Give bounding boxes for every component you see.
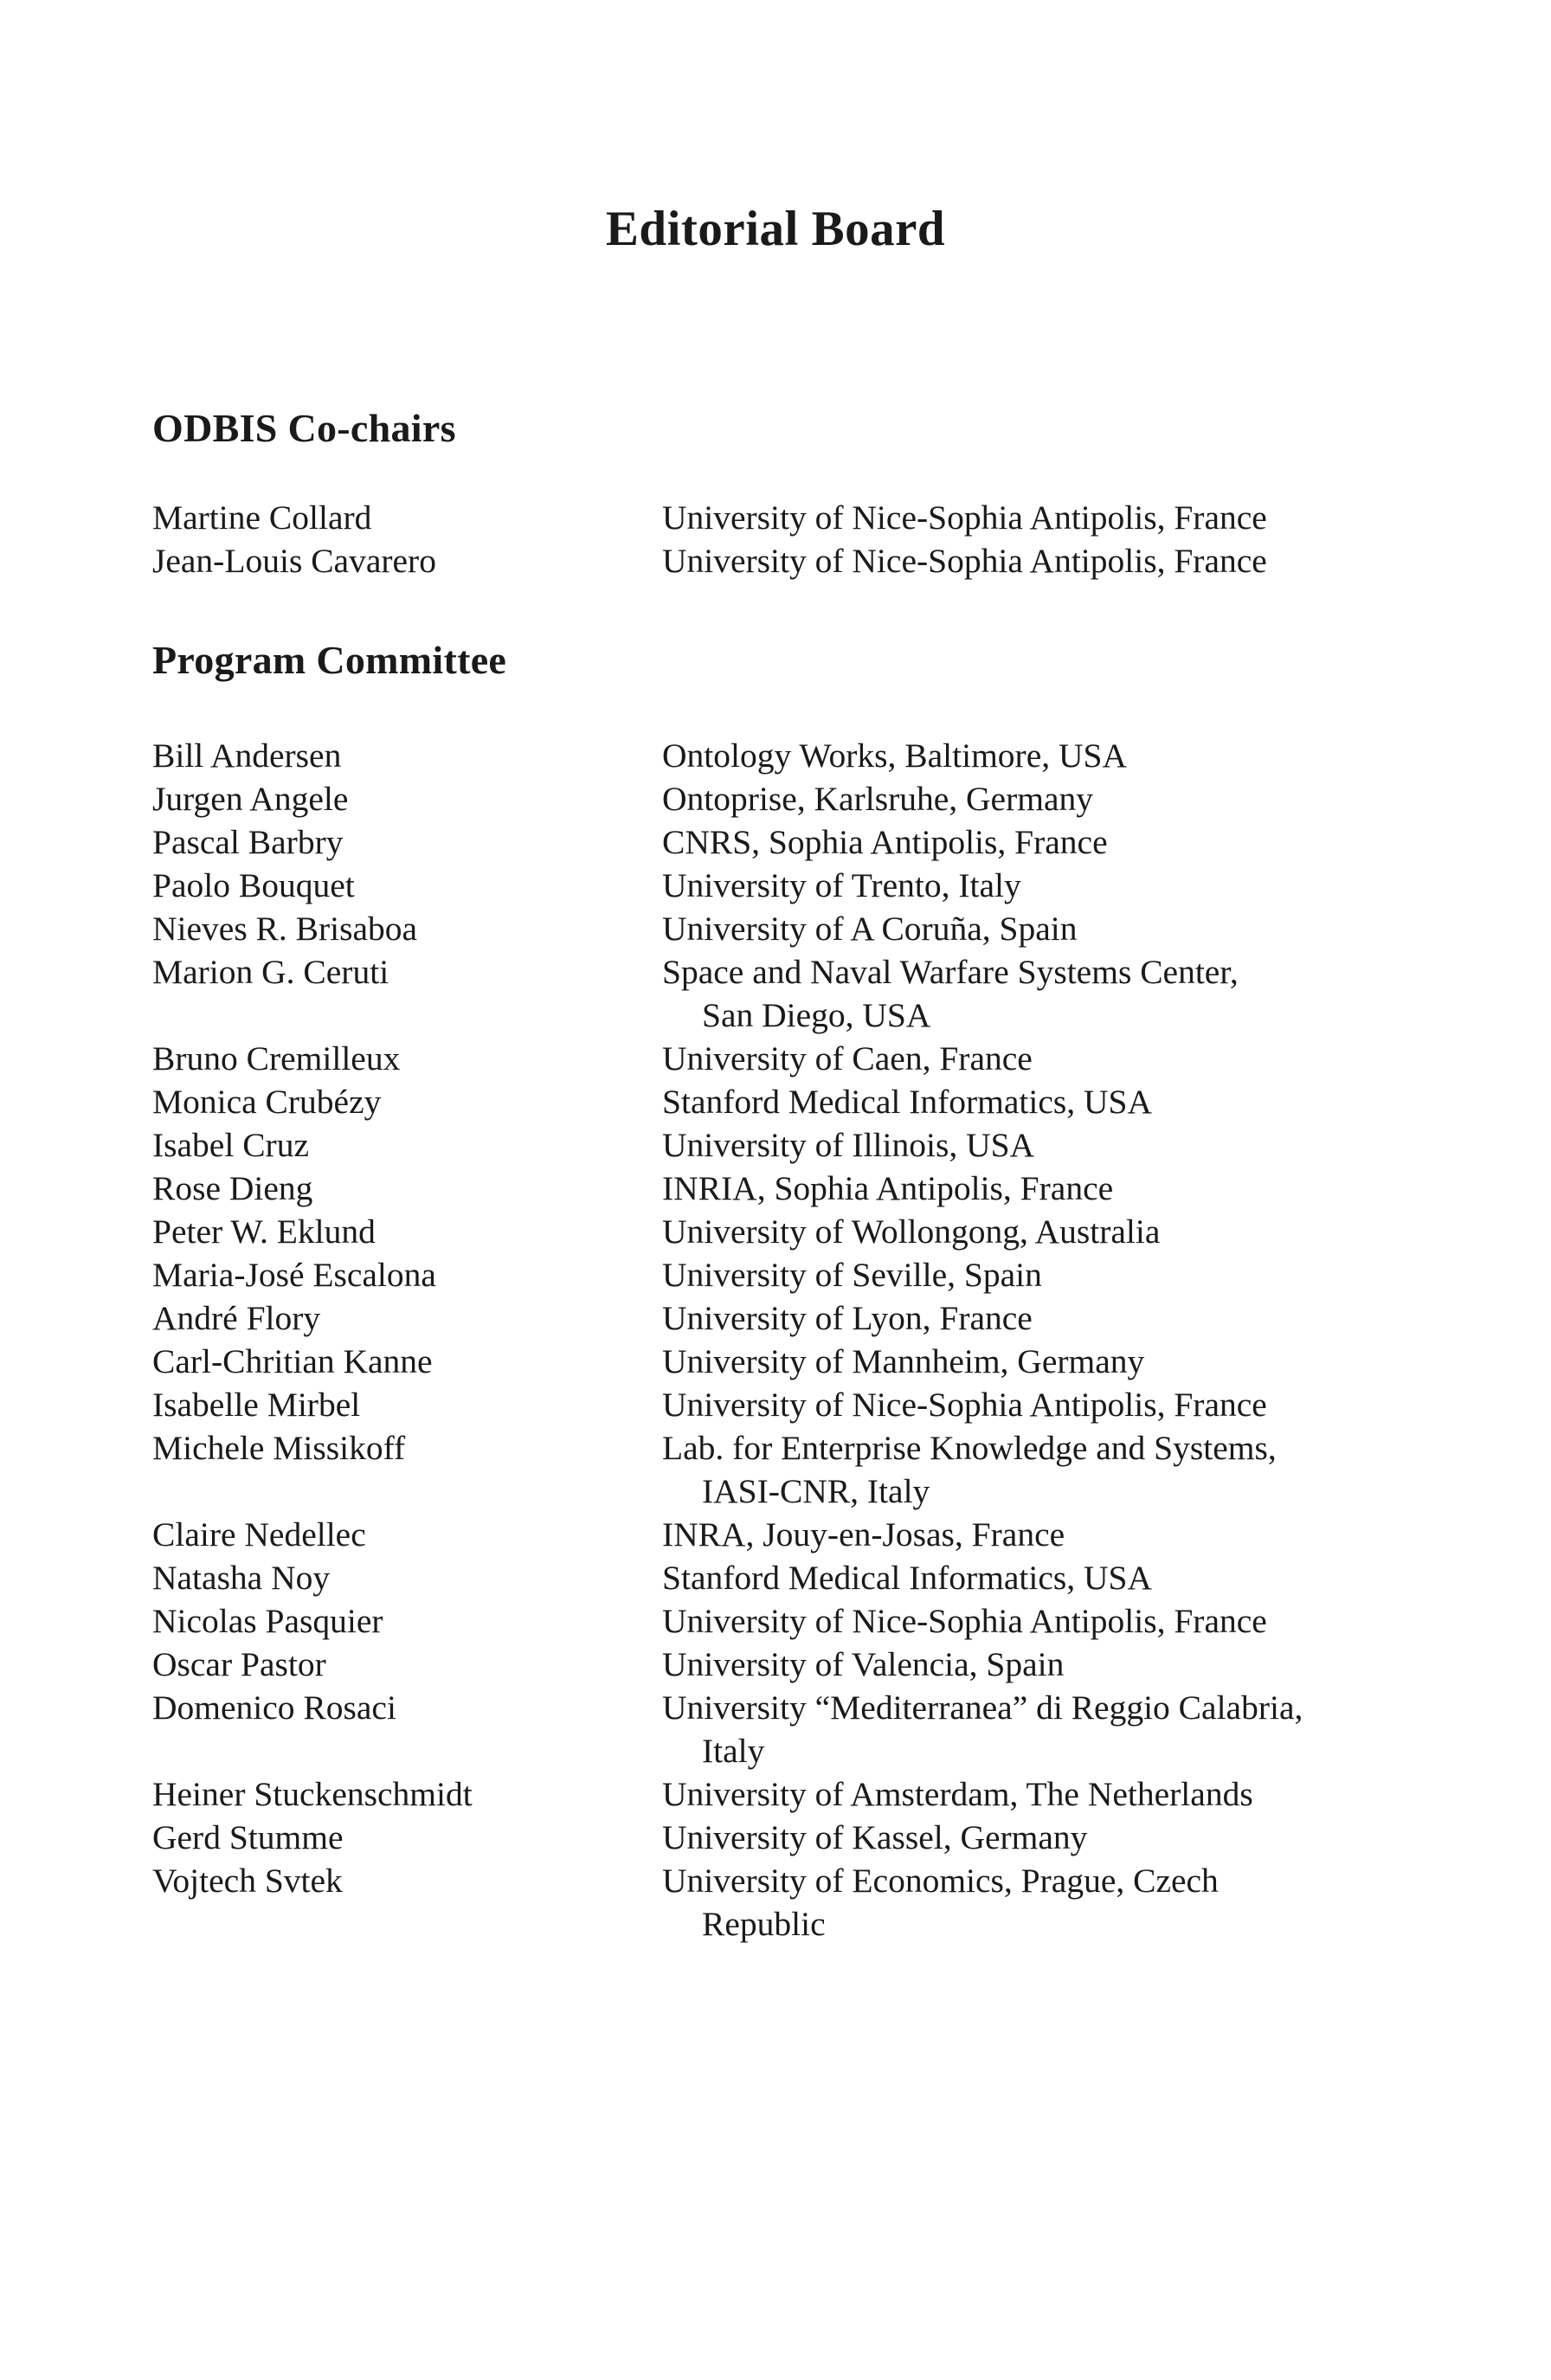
member-name: Isabelle Mirbel <box>152 1386 361 1424</box>
member-name: Heiner Stuckenschmidt <box>152 1775 473 1813</box>
member-affiliation <box>662 1599 1416 1643</box>
member-row <box>152 1556 1416 1599</box>
affiliation-line: University of Kassel, Germany <box>662 1818 1088 1856</box>
member-affiliation <box>662 496 1416 539</box>
member-name: Maria-José Escalona <box>152 1256 436 1294</box>
member-name: Nicolas Pasquier <box>152 1602 383 1640</box>
member-row <box>152 1296 1416 1340</box>
affiliation-line: University of Nice-Sophia Antipolis, France <box>662 1602 1267 1640</box>
co-chairs-section <box>152 408 1416 582</box>
member-row <box>152 1080 1416 1123</box>
member-row <box>152 1340 1416 1383</box>
member-affiliation <box>662 1859 1416 1946</box>
member-name: Oscar Pastor <box>152 1645 326 1683</box>
affiliation-line: University of Amsterdam, The Netherlands <box>662 1775 1253 1813</box>
member-row <box>152 1816 1416 1859</box>
program-committee-section <box>152 640 1416 1946</box>
member-row <box>152 496 1416 539</box>
member-name: Marion G. Ceruti <box>152 953 389 991</box>
member-name: Natasha Noy <box>152 1559 331 1597</box>
member-name: Bruno Cremilleux <box>152 1039 401 1077</box>
affiliation-line: University of Economics, Prague, Czech <box>662 1862 1219 1900</box>
member-name: Pascal Barbry <box>152 823 344 861</box>
member-row <box>152 1253 1416 1296</box>
member-affiliation <box>662 1772 1416 1816</box>
member-affiliation <box>662 1037 1416 1080</box>
member-list <box>152 734 1416 1946</box>
member-name: Bill Andersen <box>152 737 342 775</box>
affiliation-line: Space and Naval Warfare Systems Center, <box>662 953 1239 991</box>
member-name: Isabel Cruz <box>152 1126 309 1164</box>
affiliation-line: University “Mediterranea” di Reggio Calabria, <box>662 1689 1303 1727</box>
member-name: Jurgen Angele <box>152 780 349 818</box>
affiliation-line: Ontology Works, Baltimore, USA <box>662 737 1128 775</box>
member-row <box>152 1643 1416 1686</box>
affiliation-line: CNRS, Sophia Antipolis, France <box>662 823 1108 861</box>
member-name: Carl-Chritian Kanne <box>152 1342 433 1380</box>
member-row <box>152 820 1416 864</box>
member-row <box>152 734 1416 777</box>
affiliation-line: University of Nice-Sophia Antipolis, France <box>662 1386 1267 1424</box>
member-affiliation <box>662 1513 1416 1556</box>
member-name: Michele Missikoff <box>152 1429 406 1467</box>
member-affiliation <box>662 539 1416 582</box>
member-affiliation <box>662 1426 1416 1513</box>
member-affiliation <box>662 1556 1416 1599</box>
affiliation-line: University of Seville, Spain <box>662 1256 1042 1294</box>
member-affiliation <box>662 864 1416 907</box>
member-affiliation <box>662 1383 1416 1426</box>
member-list <box>152 496 1416 582</box>
member-name: Vojtech Svtek <box>152 1862 343 1900</box>
member-affiliation <box>662 1340 1416 1383</box>
member-affiliation <box>662 820 1416 864</box>
member-affiliation <box>662 1643 1416 1686</box>
affiliation-line: University of Valencia, Spain <box>662 1645 1065 1683</box>
member-affiliation <box>662 1816 1416 1859</box>
member-affiliation <box>662 950 1416 1037</box>
affiliation-line: University of A Coruña, Spain <box>662 910 1078 948</box>
affiliation-line: University of Caen, France <box>662 1039 1033 1077</box>
member-affiliation <box>662 1123 1416 1167</box>
member-name: Gerd Stumme <box>152 1818 344 1856</box>
affiliation-line: INRIA, Sophia Antipolis, France <box>662 1169 1114 1207</box>
member-name: Jean-Louis Cavarero <box>152 542 436 580</box>
member-affiliation <box>662 1080 1416 1123</box>
member-name: Monica Crubézy <box>152 1083 382 1121</box>
affiliation-line: University of Wollongong, Australia <box>662 1213 1161 1251</box>
member-row <box>152 1123 1416 1167</box>
member-name: Martine Collard <box>152 499 372 537</box>
member-name: Rose Dieng <box>152 1169 313 1207</box>
member-row <box>152 1599 1416 1643</box>
member-name: André Flory <box>152 1299 321 1337</box>
affiliation-line: University of Trento, Italy <box>662 866 1021 904</box>
affiliation-continuation-line: IASI-CNR, Italy <box>702 1472 930 1510</box>
affiliation-line: University of Nice-Sophia Antipolis, France <box>662 499 1267 537</box>
member-row <box>152 1426 1416 1513</box>
member-row <box>152 1383 1416 1426</box>
affiliation-line: INRA, Jouy-en-Josas, France <box>662 1515 1065 1553</box>
member-row <box>152 1037 1416 1080</box>
section-heading: Program Committee <box>152 638 507 682</box>
affiliation-line: Stanford Medical Informatics, USA <box>662 1559 1153 1597</box>
section-heading: ODBIS Co-chairs <box>152 406 456 450</box>
member-row <box>152 1772 1416 1816</box>
member-name: Claire Nedellec <box>152 1515 366 1553</box>
member-affiliation <box>662 1167 1416 1210</box>
member-row <box>152 1859 1416 1946</box>
affiliation-line: University of Lyon, France <box>662 1299 1033 1337</box>
member-row <box>152 1686 1416 1772</box>
member-affiliation <box>662 907 1416 950</box>
member-row <box>152 907 1416 950</box>
member-name: Domenico Rosaci <box>152 1689 396 1727</box>
affiliation-continuation-line: San Diego, USA <box>702 996 931 1034</box>
member-row <box>152 1210 1416 1253</box>
member-affiliation <box>662 734 1416 777</box>
member-name: Paolo Bouquet <box>152 866 355 904</box>
member-row <box>152 777 1416 820</box>
member-affiliation <box>662 1253 1416 1296</box>
member-row <box>152 864 1416 907</box>
member-row <box>152 950 1416 1037</box>
member-name: Nieves R. Brisaboa <box>152 910 418 948</box>
affiliation-line: Stanford Medical Informatics, USA <box>662 1083 1153 1121</box>
member-row <box>152 539 1416 582</box>
affiliation-line: Lab. for Enterprise Knowledge and Systems, <box>662 1429 1277 1467</box>
affiliation-line: University of Illinois, USA <box>662 1126 1035 1164</box>
member-row <box>152 1167 1416 1210</box>
member-affiliation <box>662 1210 1416 1253</box>
page-title: Editorial Board <box>605 202 946 257</box>
affiliation-line: University of Nice-Sophia Antipolis, France <box>662 542 1267 580</box>
member-affiliation <box>662 777 1416 820</box>
member-name: Peter W. Eklund <box>152 1213 376 1251</box>
member-affiliation <box>662 1296 1416 1340</box>
member-row <box>152 1513 1416 1556</box>
affiliation-line: Ontoprise, Karlsruhe, Germany <box>662 780 1093 818</box>
affiliation-continuation-line: Italy <box>702 1732 765 1770</box>
affiliation-line: University of Mannheim, Germany <box>662 1342 1145 1380</box>
affiliation-continuation-line: Republic <box>702 1905 826 1943</box>
member-affiliation <box>662 1686 1416 1772</box>
